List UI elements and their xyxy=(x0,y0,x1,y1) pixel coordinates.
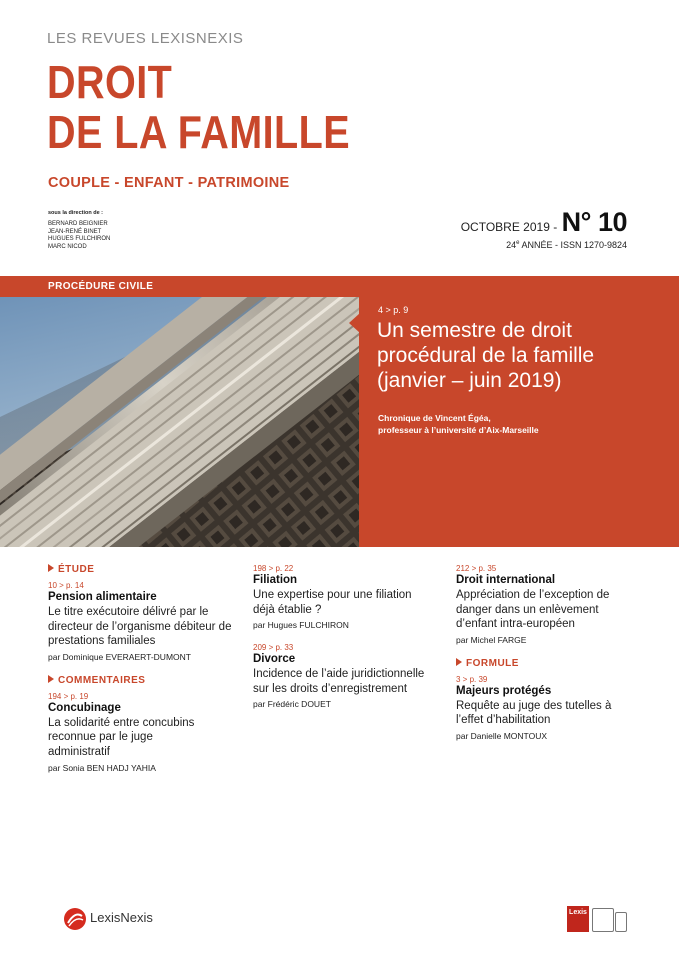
article-ref: 10 > p. 14 xyxy=(48,581,84,590)
column-1 xyxy=(48,564,238,786)
article-text: Requête au juge des tutelles à l’effet d’habilitation xyxy=(456,699,612,727)
article-ref: 212 > p. 35 xyxy=(456,564,497,573)
triangle-icon xyxy=(456,658,462,666)
journal-subtitle: COUPLE - ENFANT - PATRIMOINE xyxy=(48,175,290,191)
article-text: La solidarité entre concubins reconnue par le juge administratif xyxy=(48,716,195,758)
feature-notch xyxy=(349,313,360,333)
article-title[interactable]: Divorce xyxy=(253,653,296,666)
issue-month: OCTOBRE 2019 - xyxy=(460,220,558,234)
article-text: Une expertise pour une filiation déjà établie ? xyxy=(253,589,412,616)
article-title[interactable]: Filiation xyxy=(253,574,298,586)
column-3 xyxy=(456,562,646,754)
director-name: JEAN-RENÉ BINET xyxy=(48,228,102,235)
article-text: Le titre exécutoire délivré par le directeur de l’organisme débiteur de prestations familiales xyxy=(48,606,232,648)
lexis-badge: Lexis xyxy=(567,906,589,932)
article-ref: 198 > p. 22 xyxy=(253,564,294,573)
journal-title-line1: DROIT xyxy=(47,56,173,108)
article-title[interactable]: Droit international xyxy=(456,574,556,586)
article-ref: 194 > p. 19 xyxy=(48,691,89,701)
series-name: LES REVUES LEXISNEXIS xyxy=(47,30,244,47)
direction-label: sous la direction de : xyxy=(48,210,104,216)
article-ref: 209 > p. 33 xyxy=(253,643,294,653)
triangle-icon xyxy=(48,675,54,683)
section-formule: FORMULE xyxy=(456,658,646,669)
issue-year-rest: ANNÉE - ISSN 1270-9824 xyxy=(519,240,627,250)
article-author: par Dominique EVERAERT-DUMONT xyxy=(48,651,191,662)
journal-title-line2: DE LA FAMILLE xyxy=(47,106,351,158)
triangle-icon xyxy=(48,564,54,572)
article-title[interactable]: Majeurs protégés xyxy=(456,684,552,697)
article-author: par Hugues FULCHIRON xyxy=(253,620,349,631)
columns-photo xyxy=(0,297,359,547)
section-etude: ÉTUDE xyxy=(48,564,238,575)
phone-icon xyxy=(615,912,627,932)
article-author: par Danielle MONTOUX xyxy=(456,730,548,741)
feature-author xyxy=(378,412,539,436)
tablet-icon xyxy=(592,908,614,932)
feature-author-line2: professeur à l’université d’Aix-Marseille xyxy=(378,425,539,435)
director-name: MARC NICOD xyxy=(48,243,87,250)
issue-number: N° 10 xyxy=(561,207,627,237)
issue-year-sup: e xyxy=(516,240,520,246)
article-title[interactable]: Concubinage xyxy=(48,701,121,714)
director-name: BERNARD BEIGNIER xyxy=(48,221,108,227)
issue-year-issn xyxy=(506,240,627,250)
article-title[interactable]: Pension alimentaire xyxy=(48,591,157,603)
directors-list xyxy=(48,221,110,251)
article-text: Appréciation de l’exception de danger dans un enlèvement d’enfant intra-européen xyxy=(456,589,610,631)
article-author: par Michel FARGE xyxy=(456,634,527,645)
feature-ref: 4 > p. 9 xyxy=(378,305,409,315)
feature-author-line1: Chronique de Vincent Égéa, xyxy=(378,413,491,423)
issue-year-ordinal: 24 xyxy=(506,240,517,250)
issue-info xyxy=(461,207,627,238)
lexisnexis-logo-icon xyxy=(63,907,87,931)
article-author: par Frédéric DOUET xyxy=(253,699,331,710)
article-author: par Sonia BEN HADJ YAHIA xyxy=(48,762,156,773)
feature-title[interactable]: Un semestre de droit procédural de la famille (janvier – juin 2019) xyxy=(377,319,595,392)
footer-brand: LexisNexis xyxy=(90,910,153,925)
director-name: HUGUES FULCHIRON xyxy=(48,236,111,243)
column-2 xyxy=(253,562,443,722)
article-text: Incidence de l’aide juridictionnelle sur les droits d’enregistrement xyxy=(253,668,425,695)
section-commentaires: COMMENTAIRES xyxy=(48,675,238,686)
rubric-label: PROCÉDURE CIVILE xyxy=(48,281,154,292)
article-ref: 3 > p. 39 xyxy=(456,674,488,684)
